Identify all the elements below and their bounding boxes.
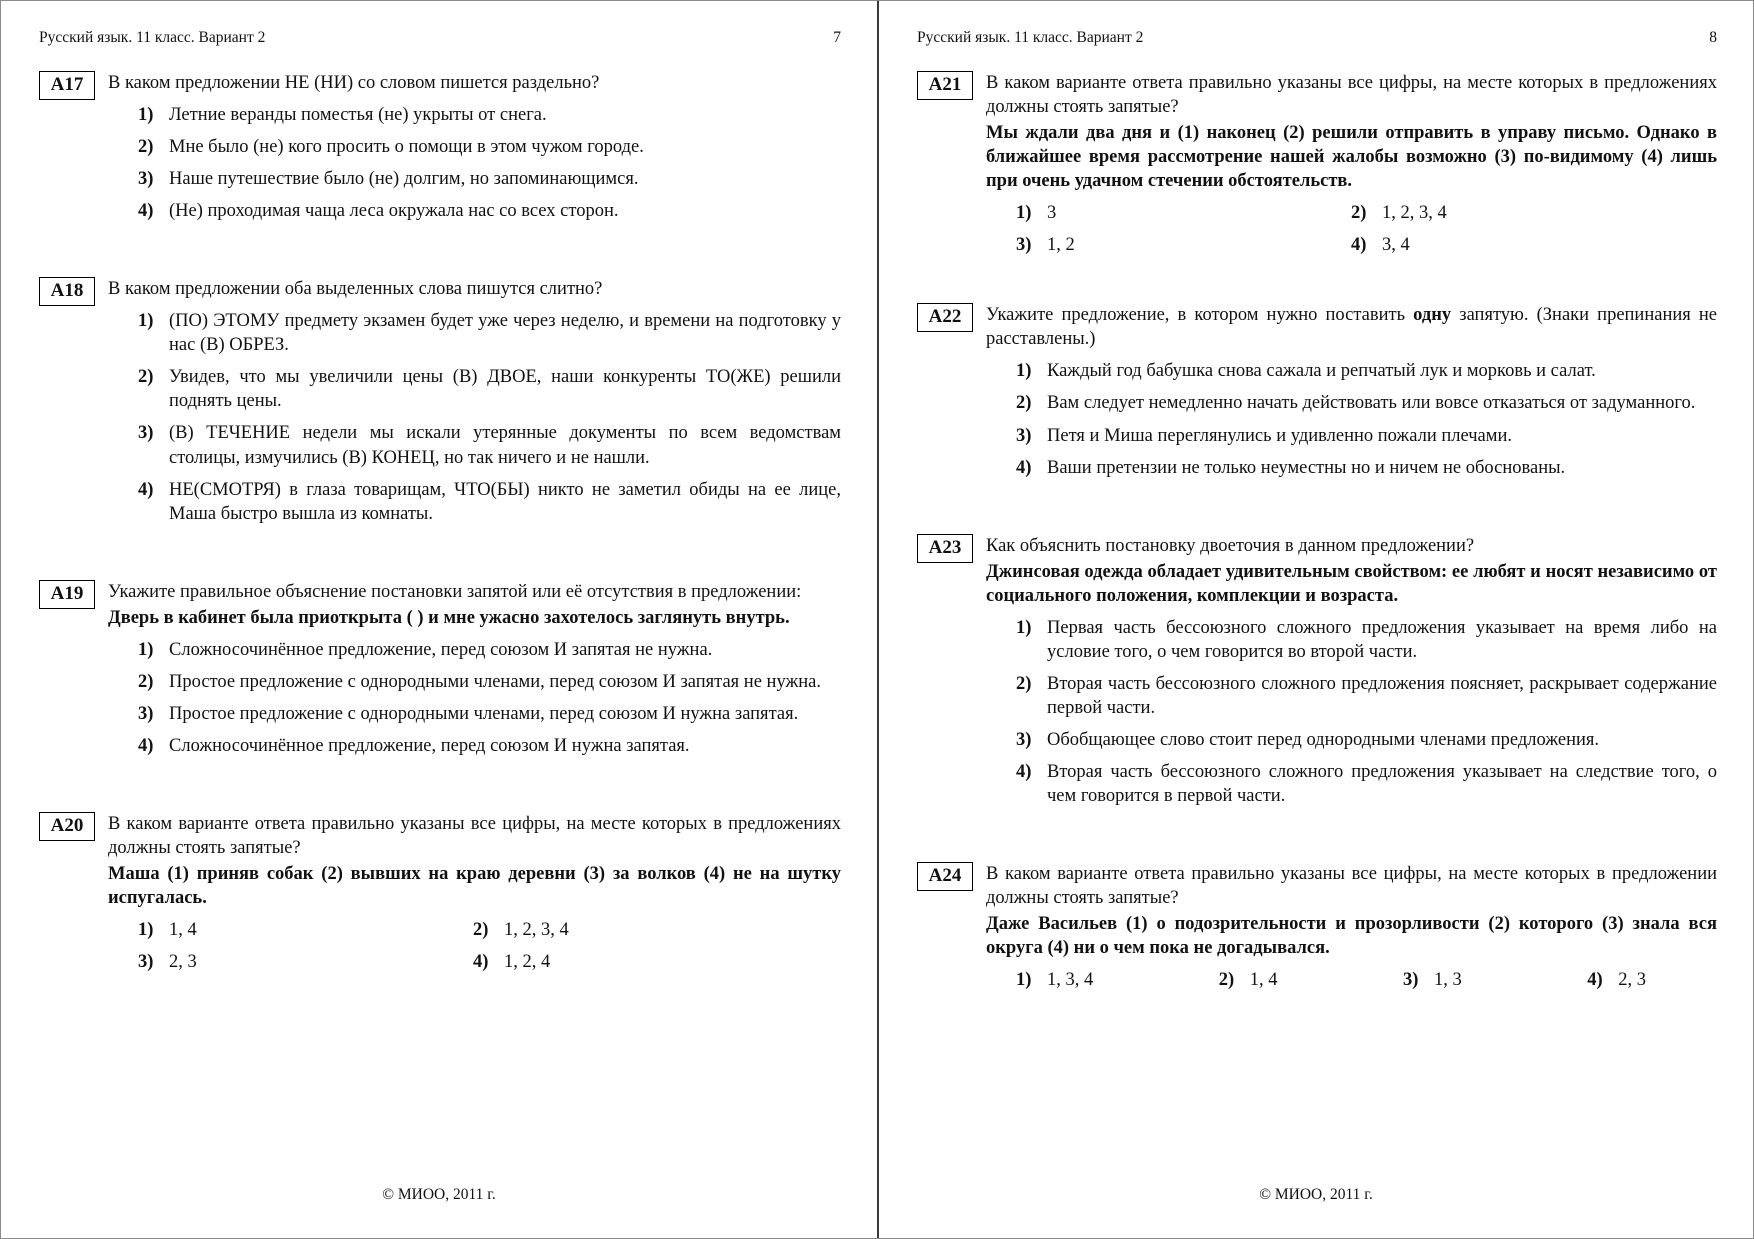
answer-option xyxy=(473,950,841,974)
option-text: Сложносочинённое предложение, перед союзом И запятая не нужна. xyxy=(169,639,713,660)
option-number: 1) xyxy=(138,311,154,332)
question-label: А18 xyxy=(39,277,95,306)
question-body xyxy=(108,812,841,974)
option-text: Сложносочинённое предложение, перед союзом И нужна запятая. xyxy=(169,735,690,756)
answer-option xyxy=(1016,760,1717,808)
question-a22 xyxy=(917,303,1717,487)
option-number: 3) xyxy=(138,169,154,190)
option-text: 2, 3 xyxy=(1618,970,1646,991)
option-text: 1, 2, 4 xyxy=(504,952,551,973)
option-number: 3) xyxy=(1016,235,1032,256)
options-list xyxy=(986,616,1717,808)
option-text: Первая часть бессоюзного сложного предложения указывает на время либо на условие того, о чем говорится во второй части. xyxy=(1047,617,1717,662)
option-number: 3) xyxy=(138,703,154,724)
option-number: 1) xyxy=(138,105,154,126)
option-number: 1) xyxy=(138,920,154,941)
question-label: А22 xyxy=(917,303,973,332)
option-number: 4) xyxy=(1351,235,1367,256)
option-text: Простое предложение с однородными членами, перед союзом И запятая не нужна. xyxy=(169,671,821,692)
question-body xyxy=(108,71,841,231)
option-text: Простое предложение с однородными членами, перед союзом И нужна запятая. xyxy=(169,703,799,724)
option-number: 1) xyxy=(1016,203,1032,224)
options-list xyxy=(108,638,841,758)
question-label: А24 xyxy=(917,862,973,891)
options-grid xyxy=(986,201,1717,257)
question-body xyxy=(986,71,1717,257)
option-number: 1) xyxy=(1016,361,1032,382)
question-label: А19 xyxy=(39,580,95,609)
question-prompt: В каком варианте ответа правильно указаны все цифры, на месте которых в предложениях должны стоять запятые? xyxy=(108,813,841,858)
question-body xyxy=(986,862,1717,992)
page-7 xyxy=(1,1,877,1238)
question-prompt: В каком предложении оба выделенных слова пишутся слитно? xyxy=(108,279,603,300)
page-number: 7 xyxy=(833,29,841,46)
question-a17 xyxy=(39,71,841,231)
answer-option xyxy=(138,365,841,413)
answer-option xyxy=(138,309,841,357)
answer-option xyxy=(1016,201,1351,225)
option-text: 3, 4 xyxy=(1382,235,1410,256)
answer-option xyxy=(1016,456,1717,480)
option-number: 3) xyxy=(1403,970,1419,991)
answer-option xyxy=(1587,968,1646,992)
prompt-segment: Укажите предложение, в котором нужно поставить xyxy=(986,305,1414,326)
question-prompt xyxy=(986,303,1717,351)
option-number: 3) xyxy=(138,423,154,444)
options-grid xyxy=(108,918,841,974)
question-prompt: В каком предложении НЕ (НИ) со словом пишется раздельно? xyxy=(108,73,600,93)
option-text: 1, 3 xyxy=(1434,970,1462,991)
option-text: (ПО) ЭТОМУ предмету экзамен будет уже через неделю, и времени на подготовку у нас (В) ОБРЕЗ. xyxy=(169,311,841,356)
answer-option xyxy=(138,103,841,127)
option-number: 4) xyxy=(1587,970,1603,991)
option-number: 2) xyxy=(1016,673,1032,694)
question-prompt: В каком варианте ответа правильно указаны все цифры, на месте которых в предложении должны стоять запятые? xyxy=(986,864,1717,909)
option-text: 1, 4 xyxy=(1249,970,1278,991)
question-a21 xyxy=(917,71,1717,257)
answer-option xyxy=(473,918,841,942)
question-body xyxy=(108,580,841,766)
question-body xyxy=(108,277,841,533)
question-body xyxy=(986,534,1717,816)
question-label: А17 xyxy=(39,71,95,100)
answer-option xyxy=(138,702,841,726)
option-number: 4) xyxy=(138,479,154,500)
answer-option xyxy=(1016,672,1717,720)
option-text: Ваши претензии не только неуместны но и ничем не обоснованы. xyxy=(1047,457,1566,478)
question-body xyxy=(986,303,1717,487)
page-footer: © МИОО, 2011 г. xyxy=(1259,1186,1373,1203)
answer-option xyxy=(1016,968,1093,992)
answer-option xyxy=(138,199,841,223)
option-text: 2, 3 xyxy=(169,952,197,973)
option-text: 1, 2, 3, 4 xyxy=(504,920,569,941)
option-text: НЕ(СМОТРЯ) в глаза товарищам, ЧТО(БЫ) никто не заметил обиды на ее лице, Маша быстро вышла из комнаты. xyxy=(169,479,841,524)
prompt-bold-word: одну xyxy=(1413,305,1452,326)
answer-option xyxy=(1016,391,1717,415)
answer-option xyxy=(1403,968,1462,992)
option-text: Увидев, что мы увеличили цены (В) ДВОЕ, наши конкуренты ТО(ЖЕ) решили поднять цены. xyxy=(169,367,841,412)
question-a24 xyxy=(917,862,1717,992)
option-number: 3) xyxy=(138,952,154,973)
option-text: 1, 2 xyxy=(1047,235,1075,256)
option-text: Вторая часть бессоюзного сложного предложения указывает на следствие того, о чем говорится в первой части. xyxy=(1047,761,1717,807)
page-header xyxy=(917,29,1717,47)
option-text: Летние веранды поместья (не) укрыты от снега. xyxy=(169,105,547,126)
options-list xyxy=(108,103,841,223)
option-text: (В) ТЕЧЕНИЕ недели мы искали утерянные документы по всем ведомствам столицы, измучились (В) КОНЕЦ, но так ничего и не нашли. xyxy=(169,423,841,468)
option-text: 1, 4 xyxy=(169,920,197,941)
question-label: А20 xyxy=(39,812,95,841)
option-number: 1) xyxy=(1016,970,1032,991)
answer-option xyxy=(138,950,473,974)
option-number: 2) xyxy=(1016,393,1032,414)
option-number: 2) xyxy=(1218,970,1235,991)
option-number: 4) xyxy=(1016,457,1032,478)
answer-option xyxy=(138,135,841,159)
answer-option xyxy=(138,734,841,758)
option-text: Петя и Миша переглянулись и удивленно пожали плечами. xyxy=(1047,425,1512,446)
option-text: 3 xyxy=(1047,203,1057,224)
option-text: Каждый год бабушка снова сажала и репчатый лук и морковь и салат. xyxy=(1047,361,1596,382)
question-passage: Мы ждали два дня и (1) наконец (2) решили отправить в управу письмо. Однако в ближайшее время рассмотрение нашей жалобы возможно (3) по-видимому (4) лишь при очень удачном стечении обстоятельств. xyxy=(986,123,1717,192)
answer-option xyxy=(138,421,841,469)
page-8 xyxy=(877,1,1753,1238)
answer-option xyxy=(1016,233,1351,257)
option-number: 4) xyxy=(1016,761,1032,782)
page-number: 8 xyxy=(1709,29,1717,46)
answer-option xyxy=(1016,728,1717,752)
option-text: Вторая часть бессоюзного сложного предложения поясняет, раскрывает содержание первой части. xyxy=(1047,673,1717,718)
question-label: А21 xyxy=(917,71,973,100)
question-passage: Джинсовая одежда обладает удивительным свойством: ее любят и носят независимо от социального положения, комплекции и возраста. xyxy=(986,561,1717,606)
option-text: Обобщающее слово стоит перед однородными членами предложения. xyxy=(1047,729,1600,750)
question-a20 xyxy=(39,812,841,974)
prompt-segment: запятую. (Знаки препинания не расставлены.) xyxy=(986,305,1717,350)
answer-option xyxy=(1016,359,1717,383)
answer-option xyxy=(1016,424,1717,448)
option-number: 3) xyxy=(1016,729,1032,750)
option-number: 1) xyxy=(138,639,154,660)
options-list xyxy=(986,359,1717,479)
answer-option xyxy=(1016,616,1717,664)
option-number: 4) xyxy=(138,201,154,222)
option-text: 1, 2, 3, 4 xyxy=(1382,203,1447,224)
answer-option xyxy=(1351,233,1717,257)
question-a18 xyxy=(39,277,841,533)
question-passage: Дверь в кабинет была приоткрыта ( ) и мне ужасно захотелось заглянуть внутрь. xyxy=(108,607,790,628)
answer-option xyxy=(1219,968,1278,992)
option-text: Мне было (не) кого просить о помощи в этом чужом городе. xyxy=(169,137,644,158)
option-number: 2) xyxy=(473,920,489,941)
header-title: Русский язык. 11 класс. Вариант 2 xyxy=(39,29,266,46)
option-number: 2) xyxy=(1351,203,1367,224)
option-text: Вам следует немедленно начать действовать или вовсе отказаться от задуманного. xyxy=(1047,393,1696,414)
option-number: 2) xyxy=(138,671,154,692)
page-header xyxy=(39,29,841,47)
question-prompt: В каком варианте ответа правильно указаны все цифры, на месте которых в предложениях должны стоять запятые? xyxy=(986,73,1717,118)
option-number: 4) xyxy=(138,735,154,756)
option-number: 2) xyxy=(138,367,154,388)
answer-option xyxy=(1351,201,1717,225)
options-row xyxy=(986,968,1646,992)
options-list xyxy=(108,309,841,525)
option-number: 1) xyxy=(1016,617,1032,638)
option-text: (Не) проходимая чаща леса окружала нас со всех сторон. xyxy=(169,201,619,222)
page-footer: © МИОО, 2011 г. xyxy=(382,1186,496,1203)
answer-option xyxy=(138,638,841,662)
header-title: Русский язык. 11 класс. Вариант 2 xyxy=(917,29,1144,46)
question-label: А23 xyxy=(917,534,973,563)
question-prompt: Укажите правильное объяснение постановки запятой или её отсутствия в предложении: xyxy=(108,581,802,602)
question-a23 xyxy=(917,534,1717,816)
option-text: 1, 3, 4 xyxy=(1047,970,1094,991)
answer-option xyxy=(138,478,841,526)
answer-option xyxy=(138,670,841,694)
answer-option xyxy=(138,918,473,942)
option-number: 2) xyxy=(138,137,154,158)
answer-option xyxy=(138,167,841,191)
question-passage: Даже Васильев (1) о подозрительности и прозорливости (2) которого (3) знала вся округа (4) ни о чем пока не догадывался. xyxy=(986,914,1717,959)
option-number: 4) xyxy=(473,952,489,973)
question-prompt: Как объяснить постановку двоеточия в данном предложении? xyxy=(986,535,1475,556)
option-number: 3) xyxy=(1016,425,1032,446)
question-passage: Маша (1) приняв собак (2) вывших на краю деревни (3) за волков (4) не на шутку испугалась. xyxy=(108,864,841,909)
option-text: Наше путешествие было (не) долгим, но запоминающимся. xyxy=(169,169,639,190)
question-a19 xyxy=(39,580,841,766)
